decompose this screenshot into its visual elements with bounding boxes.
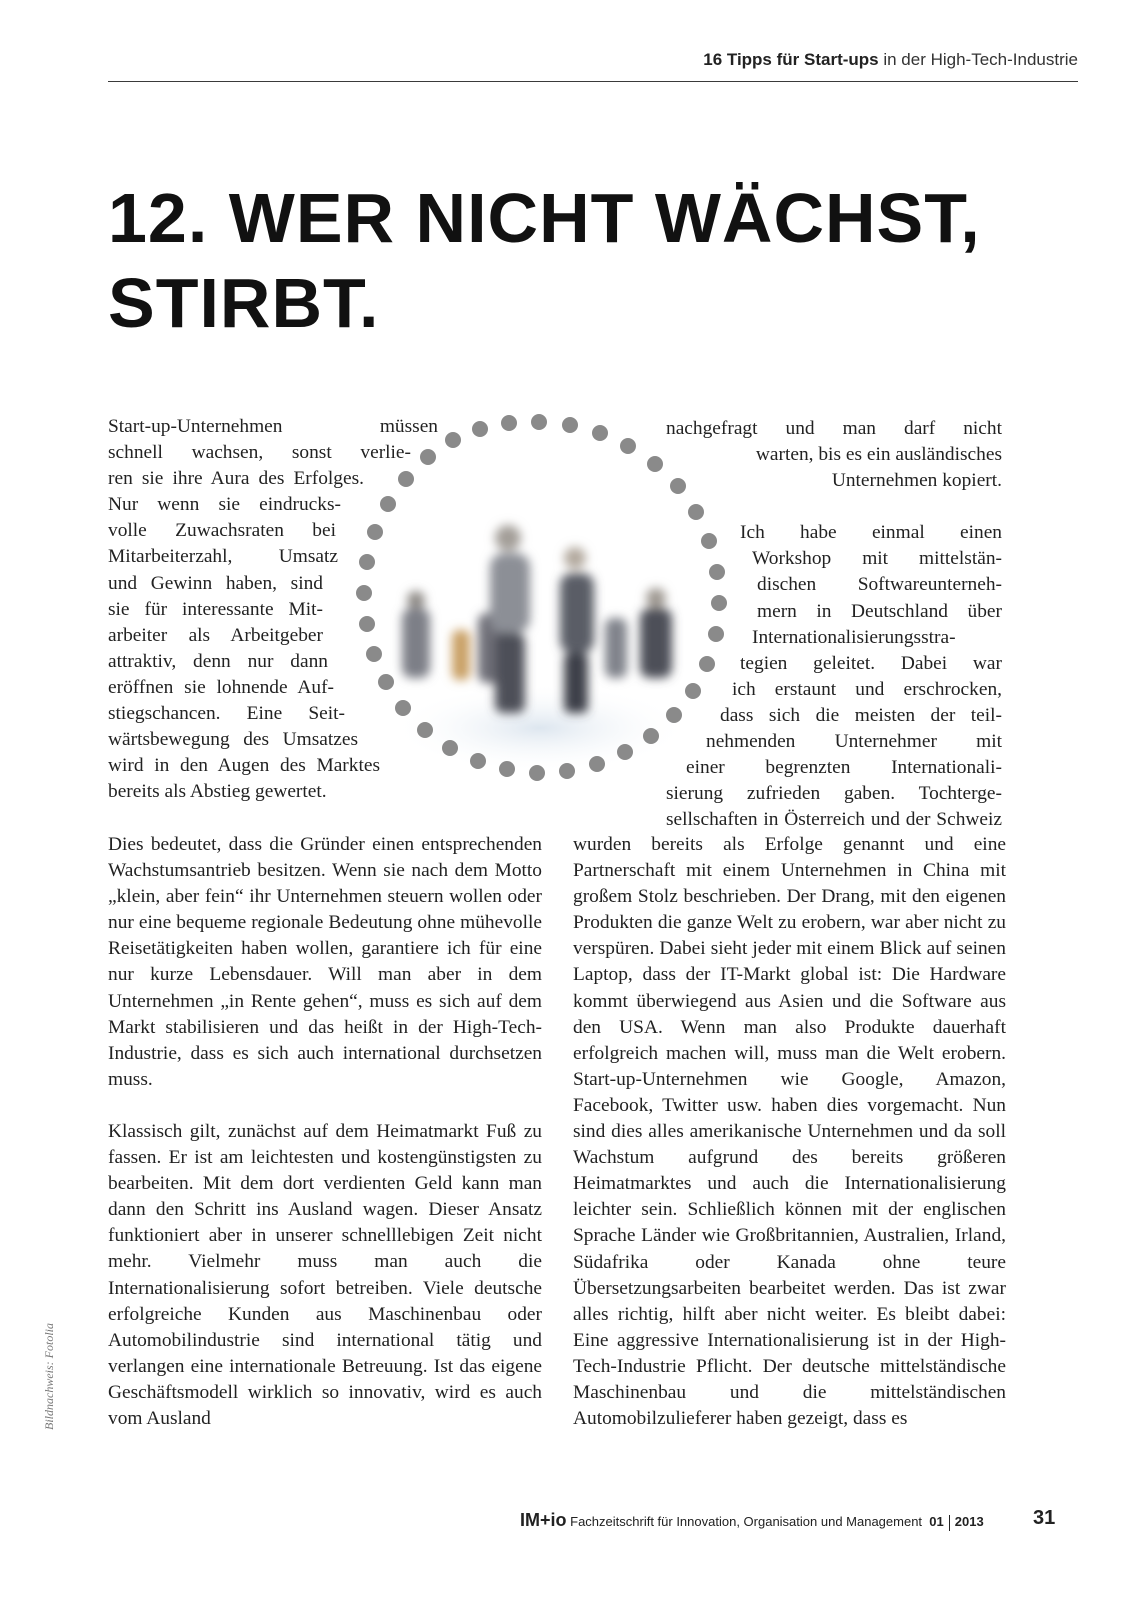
left-top-text (108, 414, 438, 805)
text-line: Internationalisierungsstra- (752, 626, 956, 648)
text-line: mern in Deutschland über (757, 600, 1002, 622)
text-line: ich erstaunt und erschrocken, (732, 678, 1002, 700)
text-line: ren sie ihre Aura des Erfolges. (108, 468, 364, 490)
running-header (108, 42, 1078, 82)
text-line: sierung zufrieden gaben. Tochterge- (666, 783, 1002, 805)
text-line: nehmenden Unternehmer mit (706, 731, 1002, 753)
paragraph: Klassisch gilt, zunächst auf dem Heimatmarkt Fuß zu fassen. Er ist am leichtesten und kostengünstigsten zu bearbeiten. Mit dem dort verdienten Geld kann man dann den Schritt ins Ausland wagen. Dieser Ansatz funktioniert aber in unserer schnelllebigen Zeit nicht mehr. Vielmehr muss man auch die Internationalisierung sofort betreiben. Viele deutsche erfolgreiche Kunden aus Maschinenbau oder Automobilindustrie sind international tätig und verlangen eine internationale Betreuung. Ist das eigene Geschäftsmodell wirklich so innovativ, wird es auch vom Ausland (108, 1120, 542, 1429)
text-line: schnell wachsen, sonst verlie- (108, 442, 411, 464)
text-line: einer begrenzten Internationali- (686, 757, 1002, 779)
text-line: Unternehmen kopiert. (831, 470, 1002, 492)
text-line: Workshop mit mittelstän- (752, 548, 1002, 570)
header-series: 16 Tipps für Start-ups (703, 50, 879, 69)
left-bottom-text (108, 832, 542, 1432)
text-line: sellschaften in Österreich und der Schweiz (666, 809, 1002, 831)
text-line: bereits als Abstieg gewertet. (108, 781, 327, 803)
text-line: Nur wenn sie eindrucks- (108, 494, 341, 516)
footer-brand: IM+io (520, 1510, 567, 1530)
footer-year: 2013 (954, 1514, 984, 1529)
right-bottom-text (573, 832, 1006, 1432)
page-number: 31 (1033, 1507, 1056, 1529)
text-line: sie für interessante Mit- (108, 598, 323, 620)
text-line: dass sich die meisten der teil- (720, 704, 1002, 726)
title-line-2: STIRBT. (108, 264, 380, 342)
text-line: stiegschancen. Eine Seit- (108, 703, 345, 725)
text-line: und Gewinn haben, sind (108, 572, 323, 594)
article-title (108, 176, 1008, 346)
footer-divider (949, 1515, 950, 1531)
text-line: attraktiv, denn nur dann (108, 650, 328, 672)
text-line: nachgefragt und man darf nicht (666, 418, 1002, 439)
footer-issue: 01 (929, 1514, 944, 1529)
image-credit: Bildnachweis: Fotolia (42, 1323, 56, 1430)
header-topic: in der High-Tech-Industrie (878, 50, 1078, 69)
text-line: Mitarbeiterzahl, Umsatz (108, 546, 338, 568)
paragraph: Dies bedeutet, dass die Gründer einen entsprechenden Wachstumsantrieb besitzen. Wenn sie nach dem Motto „klein, aber fein“ ihr Unternehmen steuern wollen oder nur eine bequeme regionale Bedeutung ohne mühevolle Reisetätigkeiten haben wollen, garantiere ich für eine nur kurze Lebensdauer. Will man aber in dem Unternehmen „in Rente gehen“, muss es sich auf dem Markt stabilisieren und das heißt in der High-Tech-Industrie, dass es sich auch international durchsetzen muss. (108, 834, 542, 1090)
text-line: eröffnen sie lohnende Auf- (108, 676, 334, 698)
text-line: wird in den Augen des Marktes (108, 755, 380, 777)
paragraph: wurden bereits als Erfolge genannt und eine Partnerschaft mit einem Unternehmen in China mit großem Stolz beschrieben. Der Drang, mit den eigenen Produkten die ganze Welt zu erobern, war aber nicht zu verspüren. Dabei sieht jeder mit einem Blick auf seinen Laptop, dass der IT-Markt global ist: Die Hardware kommt überwiegend aus Asien und die Software aus den USA. Wenn man also Produkte dauerhaft erfolgreich machen will, muss man die Welt erobern. Start-up-Unternehmen wie Google, Amazon, Facebook, Twitter usw. haben dies vorgemacht. Nun sind dies alles amerikanische Unternehmen und da soll Wachstum aufgrund des bereits größeren Heimatmarktes und auch die Internationalisierung leichter sein. Schließlich können mit der englischen Sprache Länder wie Großbritannien, Australien, Irland, Südafrika oder Kanada ohne teure Übersetzungsarbeiten bearbeitet werden. Das ist zwar alles richtig, hilft aber nicht weiter. Es bleibt dabei: Eine aggressive Internationalisierung ist in der High-Tech-Industrie Pflicht. Der deutsche mittelständische Maschinenbau und die mittelständischen Automobilzulieferer haben gezeigt, dass es (573, 834, 1006, 1430)
footer-subtitle: Fachzeitschrift für Innovation, Organisation und Management (566, 1514, 923, 1529)
text-line: volle Zuwachsraten bei (108, 520, 336, 542)
footer (520, 1510, 990, 1530)
text-line: warten, bis es ein ausländisches (755, 444, 1002, 466)
text-line: dischen Softwareunterneh- (757, 574, 1002, 596)
right-top-text (640, 416, 1002, 833)
title-line-1: 12. WER NICHT WÄCHST, (108, 179, 981, 257)
text-line (640, 494, 1002, 520)
text-line: Start-up-Unternehmen müssen (108, 416, 438, 437)
text-line: arbeiter als Arbeitgeber (108, 624, 323, 646)
text-line: Ich habe einmal einen (740, 522, 1002, 544)
text-line: tegien geleitet. Dabei war (740, 652, 1002, 674)
text-line: wärtsbewegung des Umsatzes (108, 729, 358, 751)
